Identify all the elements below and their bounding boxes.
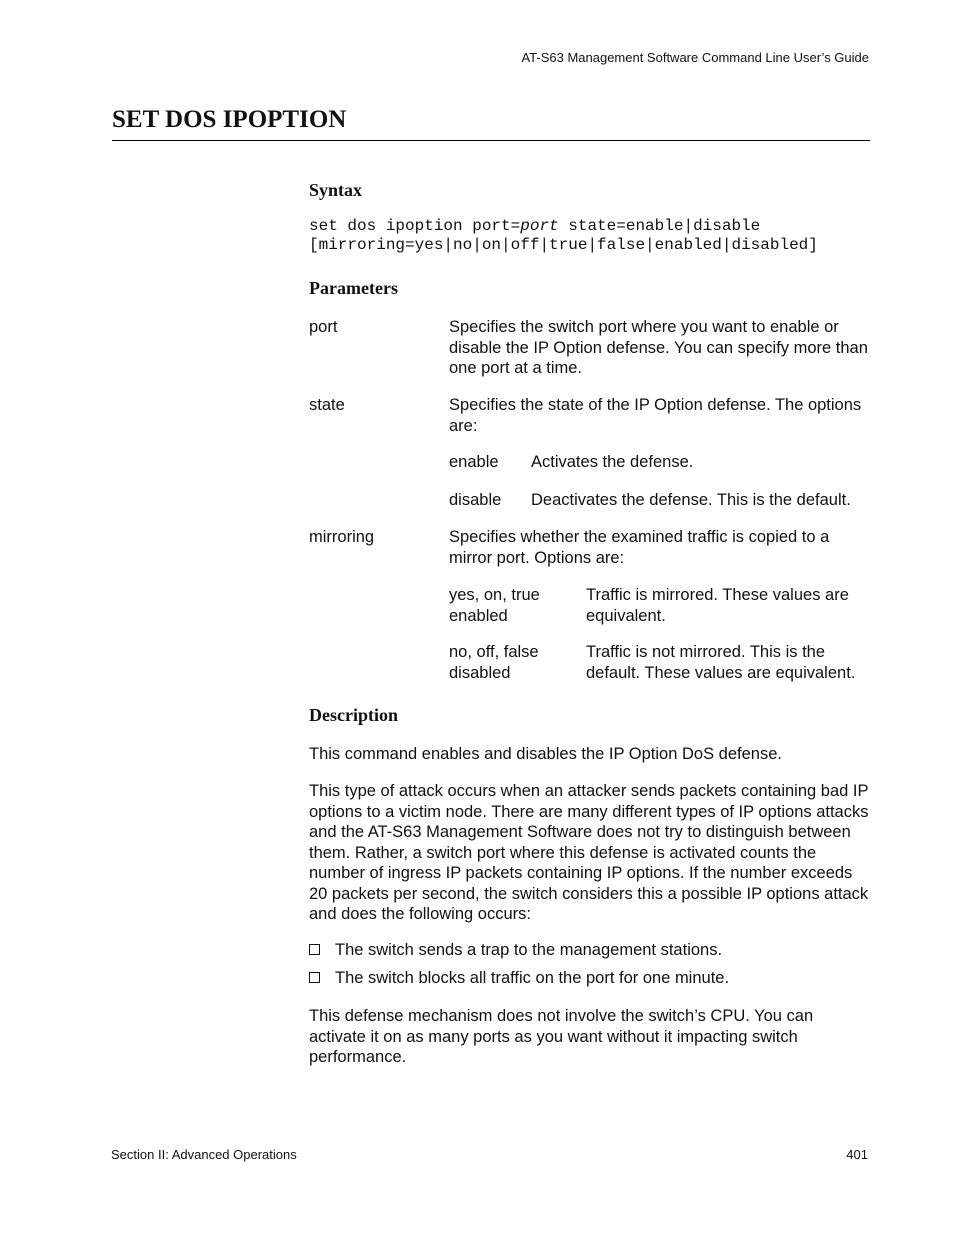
description-paragraph-2: This type of attack occurs when an attacker sends packets containing bad IP options to a victim node. There are many different types of IP options attacks and the AT-S63 Management Software does not try to distinguish between them. Rather, a switch port where this defense is activated counts the number of ingress IP packets containing IP options. If the number exceeds 20 packets per second, the switch considers this a possible IP options attack and does the following occurs:: [309, 782, 869, 923]
state-option-desc: Activates the defense.: [531, 453, 694, 471]
param-port-desc: Specifies the switch port where you want to enable or disable the IP Option defense. You can specify more than one port at a time.: [449, 318, 868, 377]
syntax-line-2: [mirroring=yes|no|on|off|true|false|enabled|disabled]: [309, 236, 818, 254]
param-port-name: port: [309, 318, 338, 336]
syntax-heading: Syntax: [309, 180, 363, 200]
syntax-port-param: port: [520, 217, 559, 235]
state-option-desc: Deactivates the defense. This is the default.: [531, 491, 851, 509]
mirroring-option-desc: Traffic is mirrored. These values are equivalent.: [586, 586, 849, 625]
bullet-item: [309, 940, 722, 961]
description-heading: Description: [309, 705, 398, 725]
description-paragraph-1: This command enables and disables the IP Option DoS defense.: [309, 745, 782, 763]
bullet-text: The switch blocks all traffic on the port for one minute.: [335, 969, 730, 987]
bullet-text: The switch sends a trap to the management stations.: [335, 941, 723, 959]
parameters-heading: Parameters: [309, 278, 398, 298]
mirroring-option-name: yes, on, true enabled: [449, 586, 540, 625]
param-state-name: state: [309, 396, 345, 414]
param-mirroring-desc: Specifies whether the examined traffic is copied to a mirror port. Options are:: [449, 528, 830, 567]
param-state-desc: Specifies the state of the IP Option defense. The options are:: [449, 396, 862, 435]
param-mirroring-name: mirroring: [309, 528, 375, 546]
description-paragraph-3: This defense mechanism does not involve the switch’s CPU. You can activate it on as many ports as you want without it impacting switch performance.: [309, 1007, 814, 1066]
checkbox-bullet-icon: [309, 944, 320, 955]
mirroring-option-desc: Traffic is not mirrored. This is the default. These values are equivalent.: [586, 643, 856, 682]
syntax-line-1-suffix: state=enable|disable: [558, 217, 761, 235]
checkbox-bullet-icon: [309, 972, 320, 983]
syntax-line-1-prefix: set dos ipoption port=: [309, 217, 521, 235]
page-title: SET DOS IPOPTION: [112, 106, 347, 133]
running-header: AT-S63 Management Software Command Line User’s Guide: [521, 50, 869, 65]
footer-section: Section II: Advanced Operations: [111, 1147, 297, 1162]
bullet-item: [309, 968, 729, 989]
footer-page-number: 401: [846, 1147, 868, 1162]
state-option-name: enable: [449, 453, 499, 471]
title-rule: [112, 140, 870, 141]
mirroring-option-name: no, off, false disabled: [449, 643, 539, 682]
state-option-name: disable: [449, 491, 502, 509]
syntax-line-1: [309, 217, 760, 235]
